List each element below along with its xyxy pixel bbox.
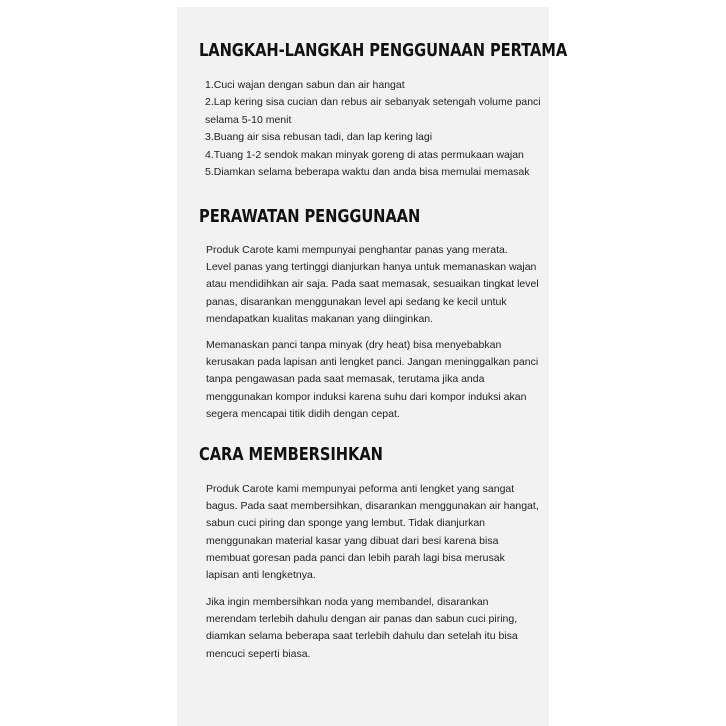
first-use-steps xyxy=(205,77,545,181)
heading-first-use: LANGKAH-LANGKAH PENGGUNAAN PERTAMA xyxy=(199,41,568,61)
text-line: atau mendidihkan air saja. Pada saat memasak, sesuaikan tingkat level xyxy=(206,278,539,291)
text-line: Level panas yang tertinggi dianjurkan hanya untuk memanaskan wajan xyxy=(206,261,537,274)
text-line: merendam terlebih dahulu dengan air panas dan sabun cuci piring, xyxy=(206,613,518,626)
text-line: Produk Carote kami mempunyai penghantar panas yang merata. xyxy=(206,244,508,256)
step-item: 3.Buang air sisa rebusan tadi, dan lap kering lagi xyxy=(205,131,433,144)
heading-cleaning: CARA MEMBERSIHKAN xyxy=(199,445,383,465)
text-line: menggunakan kompor induksi karena suhu dari kompor induksi akan xyxy=(206,390,527,403)
care-paragraph-2 xyxy=(206,337,546,423)
text-line: kerusakan pada lapisan anti lengket panci. Jangan meninggalkan panci xyxy=(206,356,539,369)
text-line: mendapatkan kualitas makanan yang diinginkan. xyxy=(206,312,434,325)
heading-care: PERAWATAN PENGGUNAAN xyxy=(199,207,421,227)
step-item: 2.Lap kering sisa cucian dan rebus air sebanyak setengah volume panci selama 5-10 menit xyxy=(205,96,541,126)
text-line: mencuci seperti biasa. xyxy=(206,647,311,660)
text-line: diamkan selama beberapa saat terlebih dahulu dan setelah itu bisa xyxy=(206,630,518,643)
text-line: menggunakan material kasar yang dibuat dari besi karena bisa xyxy=(206,534,499,547)
step-item: 1.Cuci wajan dengan sabun dan air hangat xyxy=(205,79,405,91)
text-line: tanpa pengawasan pada saat memasak, terutama jika anda xyxy=(206,373,485,386)
text-line: lapisan anti lengketnya. xyxy=(206,569,316,582)
care-paragraph-1 xyxy=(206,242,546,328)
text-line: membuat goresan pada panci dan lebih parah lagi bisa merusak xyxy=(206,551,505,564)
step-item: 4.Tuang 1-2 sendok makan minyak goreng di atas permukaan wajan xyxy=(205,148,524,161)
text-line: Produk Carote kami mempunyai peforma anti lengket yang sangat xyxy=(206,483,515,495)
cleaning-paragraph-1 xyxy=(206,481,546,584)
cleaning-paragraph-2 xyxy=(206,594,546,663)
step-item: 5.Diamkan selama beberapa waktu dan anda bisa memulai memasak xyxy=(205,166,530,179)
text-line: panas, disarankan menggunakan level api sedang ke kecil untuk xyxy=(206,295,507,308)
text-line: segera mencapai titik didih dengan cepat. xyxy=(206,407,400,420)
text-line: Jika ingin membersihkan noda yang membandel, disarankan xyxy=(206,596,489,608)
text-line: sabun cuci piring dan sponge yang lembut. Tidak dianjurkan xyxy=(206,517,486,530)
text-line: bagus. Pada saat membersihkan, disarankan menggunakan air hangat, xyxy=(206,500,539,513)
text-line: Memanaskan panci tanpa minyak (dry heat) bisa menyebabkan xyxy=(206,339,502,351)
